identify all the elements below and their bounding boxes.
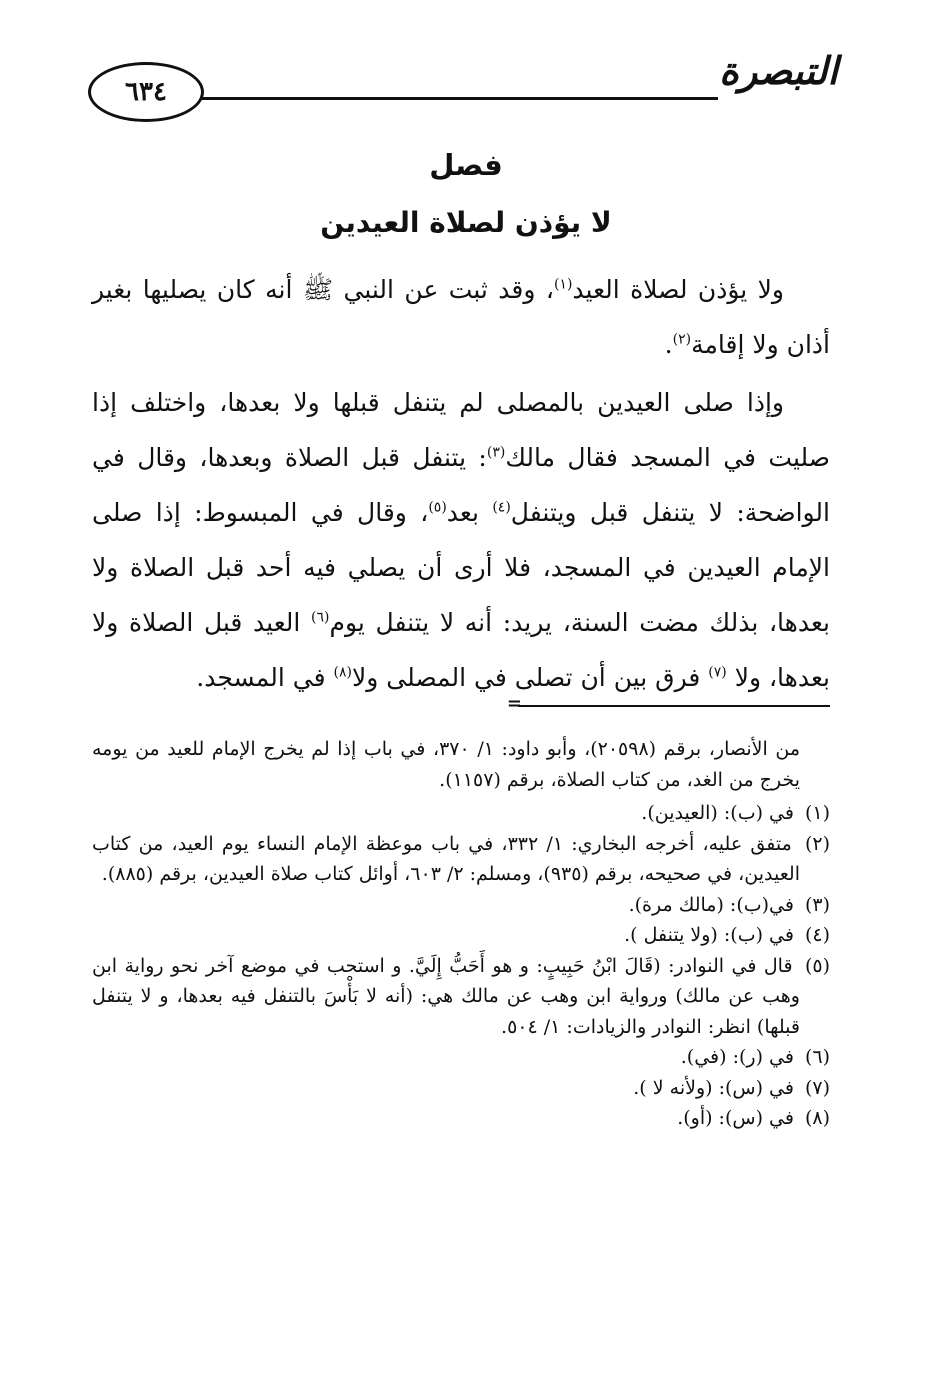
footnote-separator	[518, 705, 830, 707]
text-run: ، وقال في المبسوط: إذا صلى الإمام العيدين في المسجد، فلا أرى أن يصلي فيه أحد قبل الصلاة ولا بعدها، بذلك مضت السنة، يريد: أنه لا يتنفل يوم	[92, 498, 831, 637]
footnote-ref[interactable]: (٦)	[311, 609, 330, 626]
footnote-number: (١)	[804, 802, 830, 824]
body-paragraph-1	[92, 262, 830, 372]
footnote-number: (٣)	[804, 893, 830, 916]
paragraph-text	[92, 375, 830, 705]
footnote-ref[interactable]: (١)	[553, 276, 573, 293]
footnote-text: قال في النوادر: (قَالَ ابْنُ حَبِيبٍ: و هو أَحَبُّ إِلَيَّ. و استحب في موضع آخر نحو رواية ابن وهب عن مالك) ورواية ابن وهب عن مالك هي: (أنه لا بَأْسَ بالتنفل فيه بعدها، و لا يتنفل قبلها) انظر: النوادر والزيادات: ١/ ٥٠٤.	[92, 954, 800, 1038]
text-run: ولا يؤذن لصلاة العيد	[572, 275, 784, 304]
footnotes-block	[92, 734, 830, 1134]
running-header	[88, 40, 838, 130]
footnote-5	[92, 951, 830, 1043]
footnote-2	[92, 829, 830, 890]
text-run: : يتنفل قبل الصلاة وبعدها، وقال في الواضحة: لا يتنفل قبل ويتنفل	[92, 443, 830, 527]
footnote-text: في(ب): (مالك مرة).	[628, 893, 794, 916]
footnote-number: (٢)	[804, 832, 830, 855]
footnote-7	[92, 1073, 830, 1104]
text-run: وإذا صلى العيدين بالمصلى لم يتنفل قبلها ولا بعدها، واختلف إذا صليت في المسجد فقال مالك	[92, 388, 830, 472]
book-title-logo: التبصرة	[719, 48, 838, 93]
footnote-text: في (ب): (العيدين).	[641, 802, 794, 824]
continuation-mark: =	[506, 693, 522, 714]
footnote-ref[interactable]: (٤)	[492, 499, 511, 516]
footnote-3	[92, 890, 830, 921]
footnote-number: (٤)	[804, 924, 830, 946]
header-rule	[198, 97, 718, 100]
footnote-number: (٦)	[804, 1046, 830, 1068]
footnote-4	[92, 920, 830, 951]
body-paragraph-2	[92, 375, 830, 705]
text-run: بعد	[446, 498, 493, 527]
footnote-number: (٨)	[804, 1107, 830, 1129]
footnote-ref[interactable]: (٢)	[672, 331, 692, 348]
footnote-6	[92, 1042, 830, 1073]
page-number-badge	[88, 62, 204, 122]
text-run: فرق بين أن تصلى في المصلى ولا	[351, 663, 709, 692]
footnote-1	[92, 798, 830, 829]
paragraph-text	[92, 262, 830, 372]
footnote-number: (٧)	[804, 1076, 830, 1099]
footnote-text: في (س): (ولأنه لا ).	[633, 1076, 794, 1099]
page-number: ٦٣٤	[125, 77, 167, 107]
text-run: العيد قبل الصلاة ولا بعدها، ولا	[92, 608, 830, 692]
section-label: فصل	[429, 148, 503, 182]
footnote-text: في (ر): (في).	[680, 1046, 794, 1068]
section-title: لا يؤذن لصلاة العيدين	[320, 206, 612, 239]
footnote-ref[interactable]: (٥)	[428, 499, 447, 516]
footnote-continuation: من الأنصار، برقم (٢٠٥٩٨)، وأبو داود: ١/ ٣٧٠، في باب إذا لم يخرج الإمام للعيد من يومه يخرج من الغد، من كتاب الصلاة، برقم (١١٥٧).	[92, 738, 801, 791]
footnote-ref[interactable]: (٣)	[486, 444, 506, 461]
text-run: .	[664, 330, 673, 359]
footnote-ref[interactable]: (٧)	[708, 664, 727, 681]
footnote-text: في (ب): (ولا يتنفل ).	[624, 924, 794, 946]
footnote-8	[92, 1103, 830, 1134]
text-run: في المسجد.	[196, 663, 334, 692]
text-run: ، وقد ثبت عن النبي ﷺ أنه كان يصليها بغير أذان ولا إقامة	[92, 275, 830, 359]
footnote-number: (٥)	[804, 954, 831, 977]
footnote-text: متفق عليه، أخرجه البخاري: ١/ ٣٣٢، في باب موعظة الإمام النساء يوم العيد، من كتاب العيدين، في صحيحه، برقم (٩٣٥)، ومسلم: ٢/ ٦٠٣، أوائل كتاب صلاة العيدين، برقم (٨٨٥).	[92, 832, 800, 885]
footnote-ref[interactable]: (٨)	[333, 664, 352, 681]
footnote-text: في (س): (أو).	[677, 1107, 794, 1129]
